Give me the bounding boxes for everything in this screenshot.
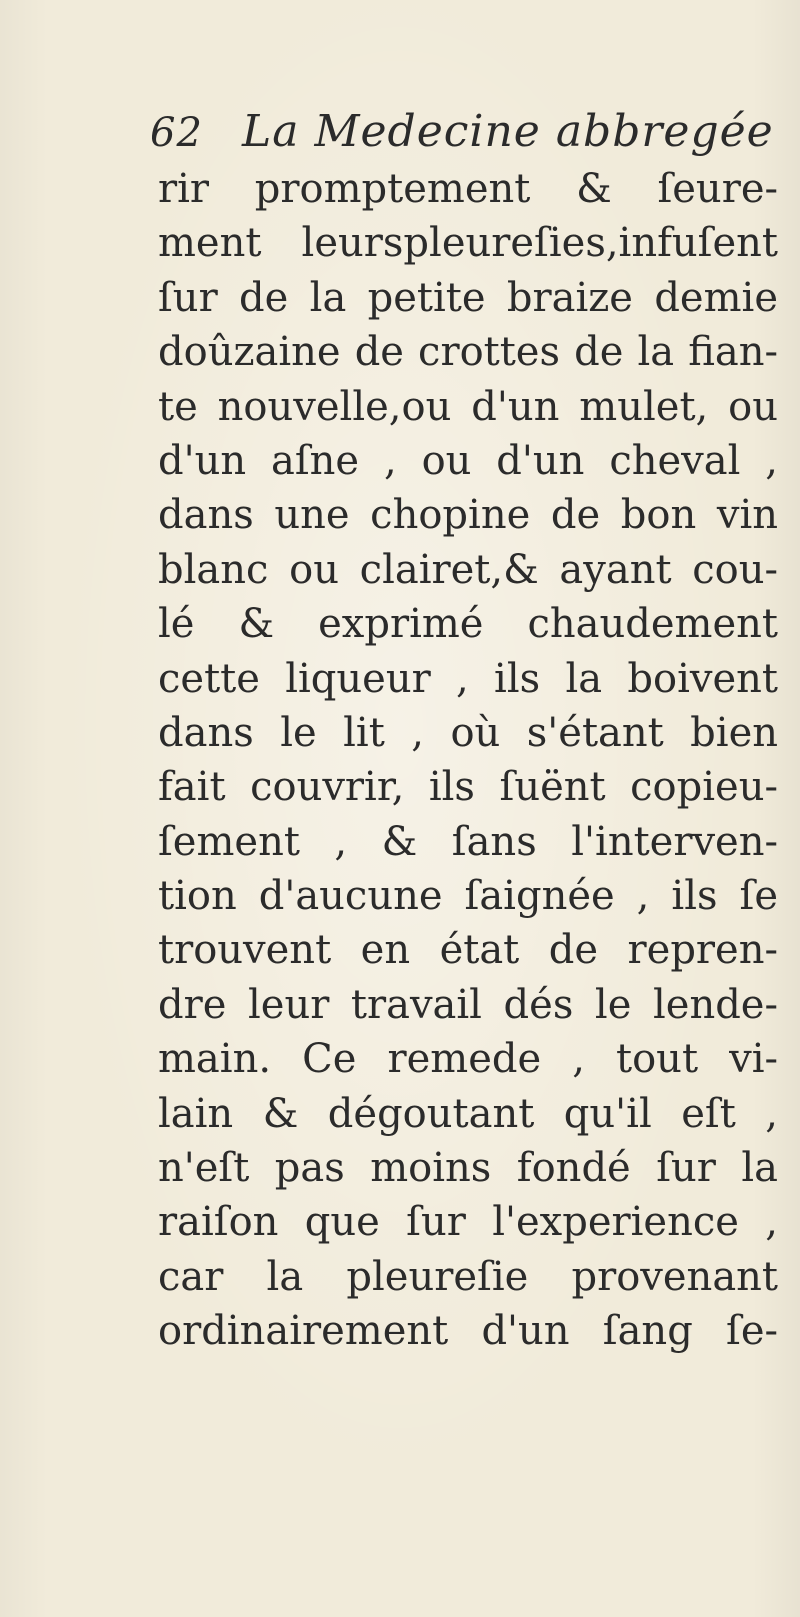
text-line: doûzaine de crottes de la fian- xyxy=(158,329,778,376)
page-header xyxy=(150,100,774,160)
text-line: ordinairement d'un ſang ſe- xyxy=(158,1308,778,1355)
text-line: dre leur travail dés le lende- xyxy=(158,981,778,1028)
text-line: cette liqueur , ils la boivent xyxy=(158,655,778,702)
text-line: d'un aſne , ou d'un cheval , xyxy=(158,437,778,484)
text-line: tion d'aucune ſaignée , ils ſe xyxy=(158,873,778,920)
text-line: lé & exprimé chaudement xyxy=(158,601,778,648)
text-line: ſement , & ſans l'interven- xyxy=(158,818,778,865)
text-line: ment leurspleureſies,infuſent xyxy=(158,220,778,267)
text-line: ſur de la petite braize demie xyxy=(158,274,778,321)
body-text xyxy=(158,162,778,1359)
text-line: car la pleureſie provenant xyxy=(158,1253,778,1300)
text-line: trouvent en état de repren- xyxy=(158,927,778,974)
text-line: main. Ce remede , tout vi- xyxy=(158,1036,778,1083)
text-line: dans le lit , où s'étant bien xyxy=(158,709,778,756)
text-line: n'eſt pas moins fondé ſur la xyxy=(158,1145,778,1192)
text-line: fait couvrir, ils ſuënt copieu- xyxy=(158,764,778,811)
text-line: dans une chopine de bon vin xyxy=(158,492,778,539)
text-line: lain & dégoutant qu'il eſt , xyxy=(158,1090,778,1137)
text-line: rir promptement & ſeure- xyxy=(158,166,778,212)
text-line: te nouvelle,ou d'un mulet, ou xyxy=(158,383,778,430)
text-line: raiſon que ſur l'experience , xyxy=(158,1199,778,1246)
running-head: La Medecine abbregée xyxy=(242,106,774,157)
text-line: blanc ou clairet,& ayant cou- xyxy=(158,546,778,593)
page-number: 62 xyxy=(150,110,203,156)
